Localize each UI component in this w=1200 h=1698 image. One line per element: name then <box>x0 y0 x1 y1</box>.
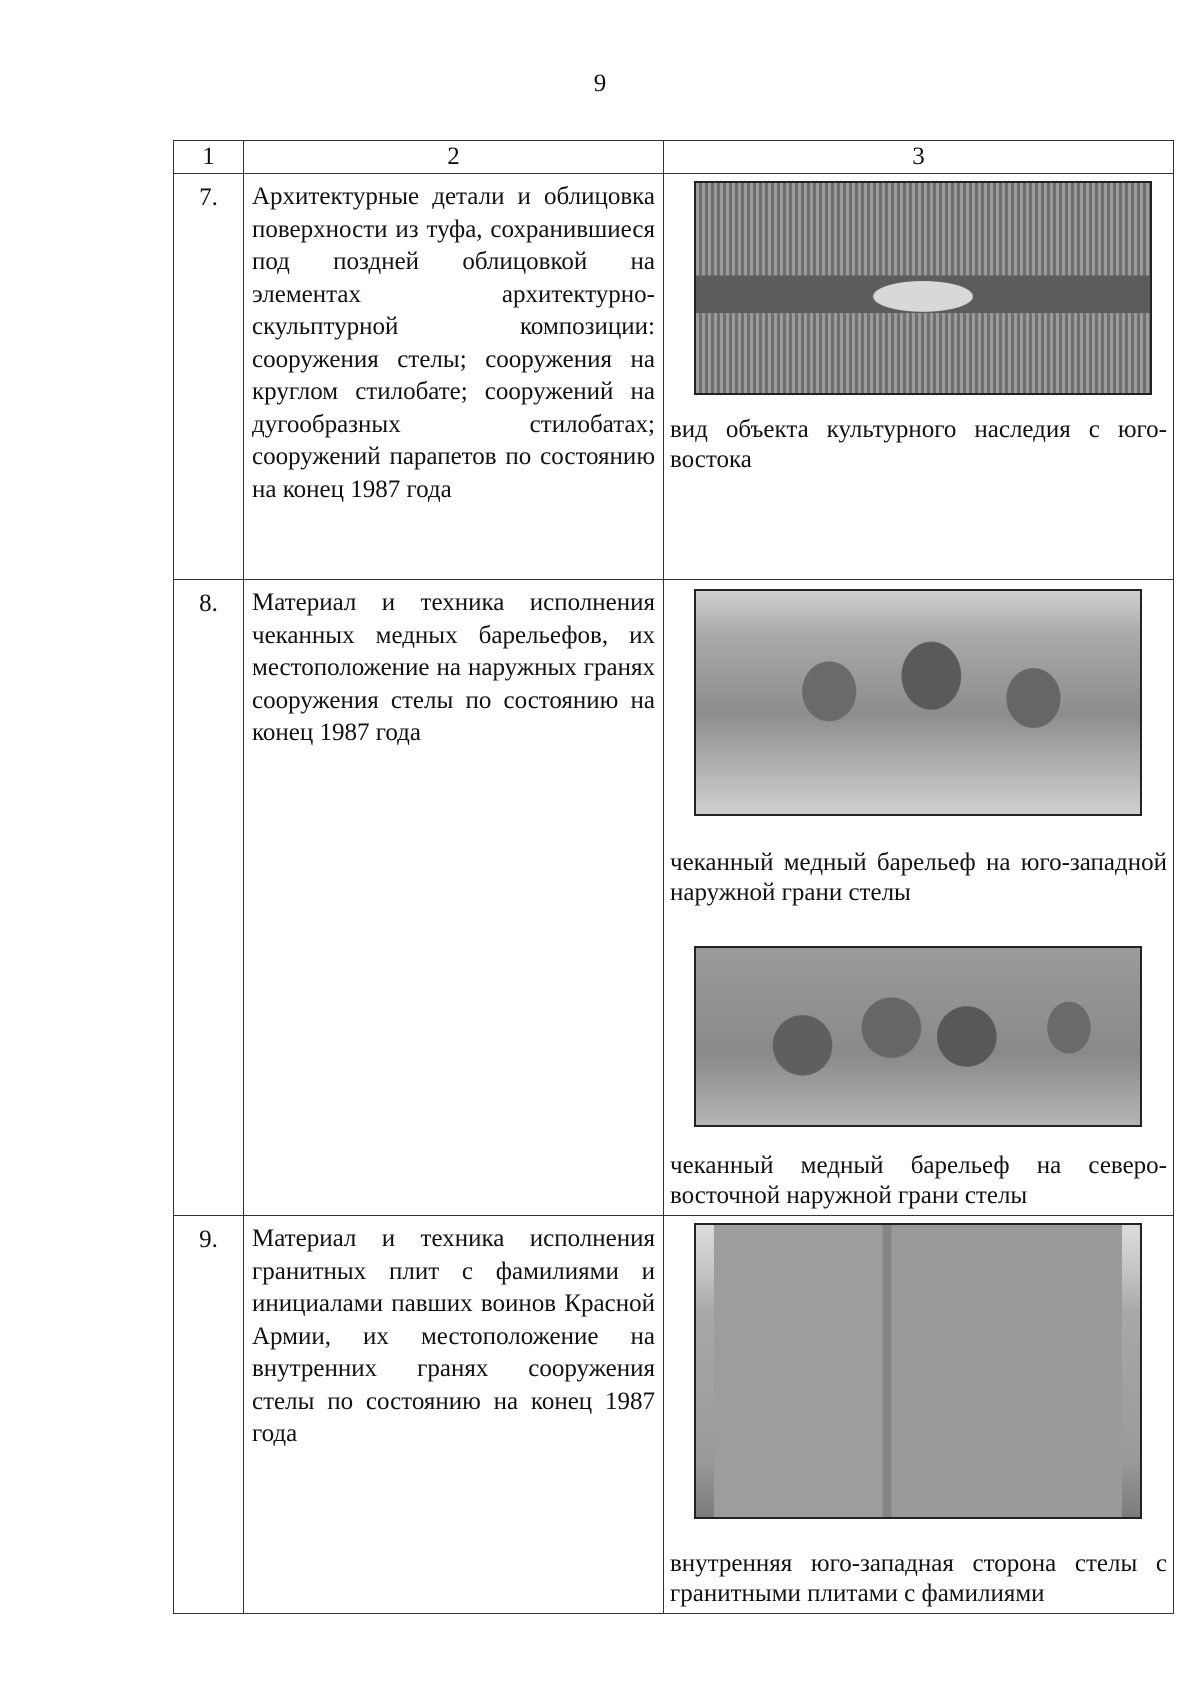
column-header-1: 1 <box>174 141 244 174</box>
table-row <box>174 174 1174 580</box>
row-description: Материал и техника исполнения чеканных медных барельефов, их местоположение на наружных гранях сооружения стелы по состоянию на конец 1987 года <box>244 580 664 1216</box>
row-number: 9. <box>174 1216 244 1614</box>
row-photos <box>664 1216 1174 1614</box>
photo-caption: вид объекта культурного наследия с юго-востока <box>670 416 1167 473</box>
row-photos <box>664 580 1174 1216</box>
row-photos <box>664 174 1174 580</box>
photo-caption: чеканный медный барельеф на юго-западной наружной грани стелы <box>670 849 1167 906</box>
registry-table <box>173 140 1174 1614</box>
table-row <box>174 580 1174 1216</box>
photo-caption: чеканный медный барельеф на северо-восточной наружной грани стелы <box>670 1152 1167 1209</box>
photo-park-view <box>694 181 1152 395</box>
table-row <box>174 1216 1174 1614</box>
row-description: Архитектурные детали и облицовка поверхности из туфа, сохранившиеся под поздней облицовкой на элементах архитектурно-скульптурной композиции: сооружения стелы; сооружения на круглом стилобате; сооружений на дугообразных стилобатах; сооружений парапетов по состоянию на конец 1987 года <box>244 174 664 580</box>
row-number: 7. <box>174 174 244 580</box>
row-description: Материал и техника исполнения гранитных плит с фамилиями и инициалами павших воинов Красной Армии, их местоположение на внутренних гранях сооружения стелы по состоянию на конец 1987 года <box>244 1216 664 1614</box>
photo-stele-inner-side <box>694 1223 1142 1519</box>
column-header-2: 2 <box>244 141 664 174</box>
page-number: 9 <box>593 70 607 97</box>
header-row <box>174 141 1174 174</box>
photo-caption: внутренняя юго-западная сторона стелы с гранитными плитами с фамилиями <box>670 1550 1167 1607</box>
row-number: 8. <box>174 580 244 1216</box>
column-header-3: 3 <box>664 141 1174 174</box>
photo-bas-relief-north-east <box>694 946 1142 1127</box>
photo-bas-relief-south-west <box>694 589 1142 816</box>
